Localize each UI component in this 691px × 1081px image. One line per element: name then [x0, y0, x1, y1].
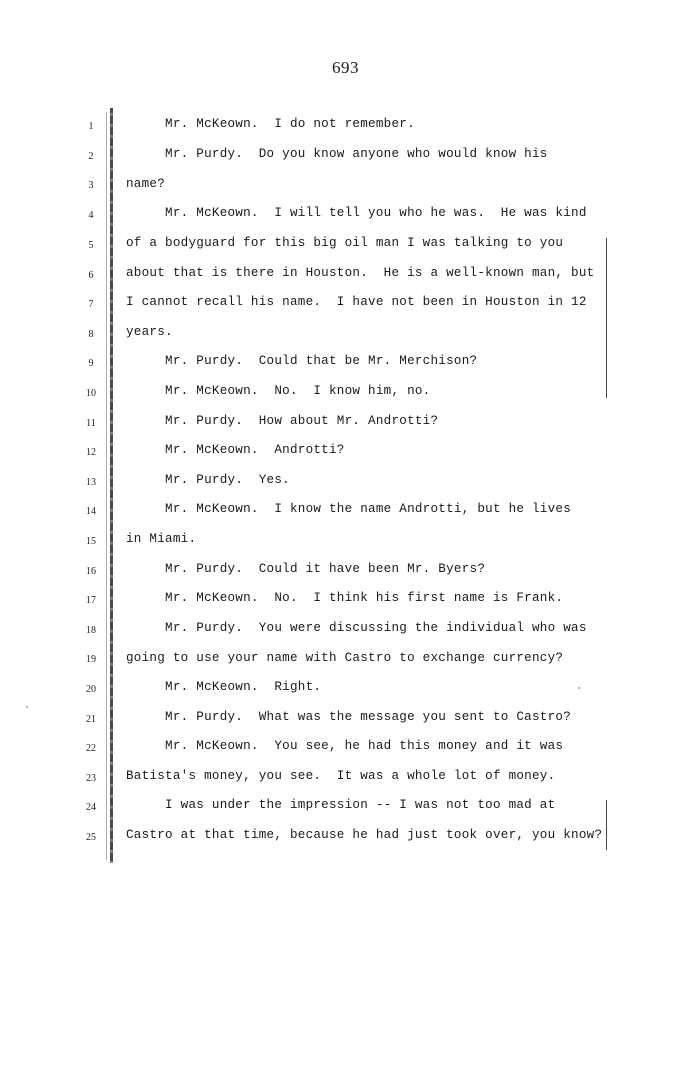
line-number: 6 — [88, 270, 94, 281]
line-number: 19 — [86, 654, 96, 665]
transcript-line: Mr. McKeown. Right. — [126, 680, 322, 694]
transcript-line: Mr. McKeown. I will tell you who he was. He was kind — [126, 206, 587, 220]
line-number: 22 — [86, 743, 96, 754]
transcript-line: Mr. Purdy. Yes. — [126, 473, 290, 487]
line-number: 1 — [88, 121, 94, 132]
margin-rule — [110, 108, 113, 863]
transcript-line: I cannot recall his name. I have not been in Houston in 12 — [126, 295, 587, 309]
margin-rule-inner — [106, 112, 107, 860]
transcript-line: name? — [126, 177, 166, 191]
line-number: 23 — [86, 773, 96, 784]
scan-speck — [578, 687, 580, 689]
transcript-line: Mr. Purdy. How about Mr. Androtti? — [126, 414, 439, 428]
transcript-line: Mr. McKeown. No. I know him, no. — [126, 384, 431, 398]
line-number: 25 — [86, 832, 96, 843]
line-number: 17 — [86, 595, 96, 606]
line-number: 11 — [86, 418, 96, 429]
line-number: 8 — [88, 329, 94, 340]
transcript-line: in Miami. — [126, 532, 197, 546]
transcript-line: going to use your name with Castro to exchange currency? — [126, 651, 564, 665]
right-margin-mark — [606, 238, 607, 398]
transcript-line: Mr. Purdy. What was the message you sent to Castro? — [126, 710, 572, 724]
line-number: 24 — [86, 802, 96, 813]
page-number: 693 — [332, 58, 359, 77]
transcript-line: Mr. McKeown. You see, he had this money and it was — [126, 739, 564, 753]
line-number: 16 — [86, 566, 96, 577]
line-number: 21 — [86, 714, 96, 725]
line-number: 4 — [88, 210, 94, 221]
line-number: 13 — [86, 477, 96, 488]
transcript-line: of a bodyguard for this big oil man I was talking to you — [126, 236, 564, 250]
transcript-line: Castro at that time, because he had just took over, you know? — [126, 828, 603, 842]
transcript-line: Mr. Purdy. Could that be Mr. Merchison? — [126, 354, 478, 368]
transcript-line: about that is there in Houston. He is a well-known man, but — [126, 266, 595, 280]
line-number: 14 — [86, 506, 96, 517]
transcript-line: Mr. Purdy. Could it have been Mr. Byers? — [126, 562, 486, 576]
line-number: 12 — [86, 447, 96, 458]
transcript-line: Mr. McKeown. No. I think his first name is Frank. — [126, 591, 564, 605]
line-number: 3 — [88, 180, 94, 191]
transcript-line: years. — [126, 325, 173, 339]
line-number: 20 — [86, 684, 96, 695]
line-number: 2 — [88, 151, 94, 162]
scan-speck — [26, 706, 28, 708]
line-number: 5 — [88, 240, 94, 251]
transcript-line: Batista's money, you see. It was a whole lot of money. — [126, 769, 556, 783]
transcript-line: I was under the impression -- I was not too mad at — [126, 798, 556, 812]
line-number: 7 — [88, 299, 94, 310]
transcript-line: Mr. Purdy. You were discussing the individual who was — [126, 621, 587, 635]
transcript-line: Mr. Purdy. Do you know anyone who would know his — [126, 147, 548, 161]
line-number: 15 — [86, 536, 96, 547]
right-margin-mark — [606, 800, 607, 850]
line-number: 18 — [86, 625, 96, 636]
transcript-line: Mr. McKeown. I do not remember. — [126, 117, 415, 131]
transcript-line: Mr. McKeown. Androtti? — [126, 443, 345, 457]
line-number: 10 — [86, 388, 96, 399]
line-number: 9 — [88, 358, 94, 369]
transcript-line: Mr. McKeown. I know the name Androtti, but he lives — [126, 502, 572, 516]
